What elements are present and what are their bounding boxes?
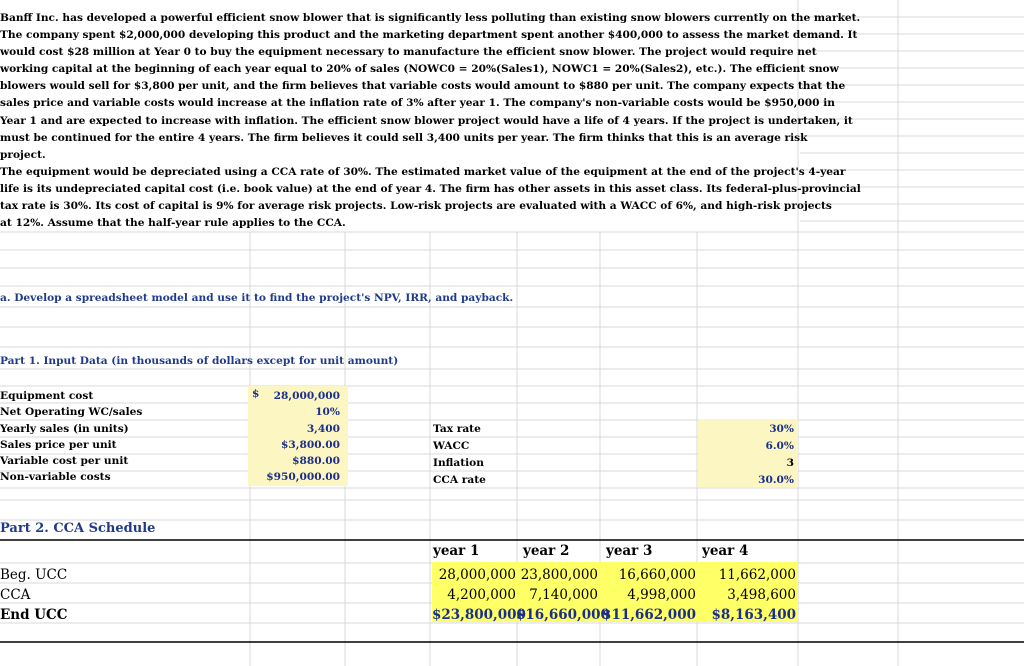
cca-year-3[interactable]: 4,998,000	[627, 587, 696, 603]
part1-right-values	[698, 421, 794, 489]
sales-price-label: Sales price per unit	[0, 438, 117, 451]
yearly-sales-label: Yearly sales (in units)	[0, 422, 129, 435]
end-ucc-year-2[interactable]: $16,660,000	[516, 607, 610, 623]
non-variable-cost-value[interactable]: $950,000.00	[266, 471, 340, 484]
problem-line: working capital at the beginning of each year equal to 20% of sales (NOWC0 = 20%(Sales1), NOWC1 = 20%(Sales2), etc.). The efficient snow	[0, 63, 839, 76]
year-3-header: year 3	[606, 543, 653, 559]
tax-rate-label: Tax rate	[433, 423, 481, 435]
cca-year-1[interactable]: 4,200,000	[447, 587, 516, 603]
variable-cost-label: Variable cost per unit	[0, 455, 129, 468]
year-2-header: year 2	[523, 543, 570, 559]
beg-ucc-label: Beg. UCC	[0, 567, 68, 583]
equipment-cost-value[interactable]: 28,000,000	[273, 390, 340, 402]
problem-line: Banff Inc. has developed a powerful efficient snow blower that is significantly less polluting than existing snow blowers currently on the market.	[0, 12, 861, 24]
beg-ucc-year-2[interactable]: 23,800,000	[520, 567, 598, 583]
part2-title: Part 2. CCA Schedule	[0, 521, 156, 536]
year-4-header: year 4	[702, 543, 749, 559]
problem-line: Year 1 and are expected to increase with inflation. The efficient snow blower project would have a life of 4 years. If the project is undertaken, it	[0, 114, 853, 127]
end-ucc-label: End UCC	[0, 607, 68, 623]
end-ucc-year-3[interactable]: $11,662,000	[602, 607, 696, 623]
problem-line: sales price and variable costs would increase at the inflation rate of 3% after year 1. The company's non-variable costs would be $950,000 in	[0, 97, 835, 110]
beg-ucc-year-3[interactable]: 16,660,000	[618, 567, 696, 583]
cca-year-4[interactable]: 3,498,600	[727, 587, 796, 603]
end-ucc-year-4[interactable]: $8,163,400	[711, 607, 796, 623]
nwc-sales-value[interactable]: 10%	[315, 406, 340, 419]
question-a: a. Develop a spreadsheet model and use it to find the project's NPV, IRR, and payback.	[0, 292, 514, 304]
part1-title: Part 1. Input Data (in thousands of dollars except for unit amount)	[0, 355, 399, 367]
year-3-column	[598, 565, 696, 625]
nwc-sales-label: Net Operating WC/sales	[0, 406, 143, 419]
currency-symbol: $	[252, 388, 260, 400]
problem-line: would cost $28 million at Year 0 to buy the equipment necessary to manufacture the efficient snow blower. The project would require net	[0, 46, 817, 59]
year-1-column	[432, 565, 526, 625]
cca-label: CCA	[0, 587, 31, 603]
year-4-column	[696, 565, 796, 625]
part1-right-labels	[433, 421, 486, 489]
year-1-header: year 1	[433, 543, 480, 559]
variable-cost-value[interactable]: $880.00	[292, 455, 340, 468]
cca-rate-value[interactable]: 30.0%	[758, 474, 794, 486]
part1-labels	[0, 388, 142, 486]
problem-statement	[0, 10, 861, 232]
problem-line: must be continued for the entire 4 years. The firm believes it could sell 3,400 units per year. The firm thinks that this is an average risk	[0, 131, 808, 144]
sales-price-value[interactable]: $3,800.00	[281, 438, 340, 451]
part1-values	[248, 388, 340, 486]
inflation-value[interactable]: 3	[786, 457, 794, 469]
tax-rate-value[interactable]: 30%	[769, 423, 794, 435]
part2-row-labels	[0, 565, 68, 625]
end-ucc-year-1[interactable]: $23,800,000	[432, 607, 526, 623]
cca-rate-label: CCA rate	[433, 474, 486, 486]
wacc-label: WACC	[433, 440, 470, 452]
yearly-sales-value[interactable]: 3,400	[306, 422, 340, 435]
problem-line: life is its undepreciated capital cost (i.e. book value) at the end of year 4. The firm has other assets in this asset class. Its federal-plus-provincial	[0, 182, 861, 195]
beg-ucc-year-1[interactable]: 28,000,000	[438, 567, 516, 583]
wacc-value[interactable]: 6.0%	[765, 440, 794, 452]
non-variable-cost-label: Non-variable costs	[0, 471, 111, 484]
problem-line: The company spent $2,000,000 developing this product and the marketing department spent another $400,000 to assess the market demand. It	[0, 29, 858, 42]
year-2-column	[516, 565, 610, 625]
problem-line: The equipment would be depreciated using a CCA rate of 30%. The estimated market value of the equipment at the end of the project's 4-year	[0, 165, 846, 178]
problem-line: at 12%. Assume that the half-year rule applies to the CCA.	[0, 217, 346, 230]
equipment-cost-label: Equipment cost	[0, 390, 94, 402]
problem-line: tax rate is 30%. Its cost of capital is 9% for average risk projects. Low-risk projects are evaluated with a WACC of 6%, and high-risk projects	[0, 200, 832, 213]
inflation-label: Inflation	[433, 457, 484, 469]
cca-year-2[interactable]: 7,140,000	[529, 587, 598, 603]
beg-ucc-year-4[interactable]: 11,662,000	[718, 567, 796, 583]
problem-line: project.	[0, 148, 46, 161]
problem-line: blowers would sell for $3,800 per unit, and the firm believes that variable costs would amount to $880 per unit. The company expects that the	[0, 80, 846, 93]
